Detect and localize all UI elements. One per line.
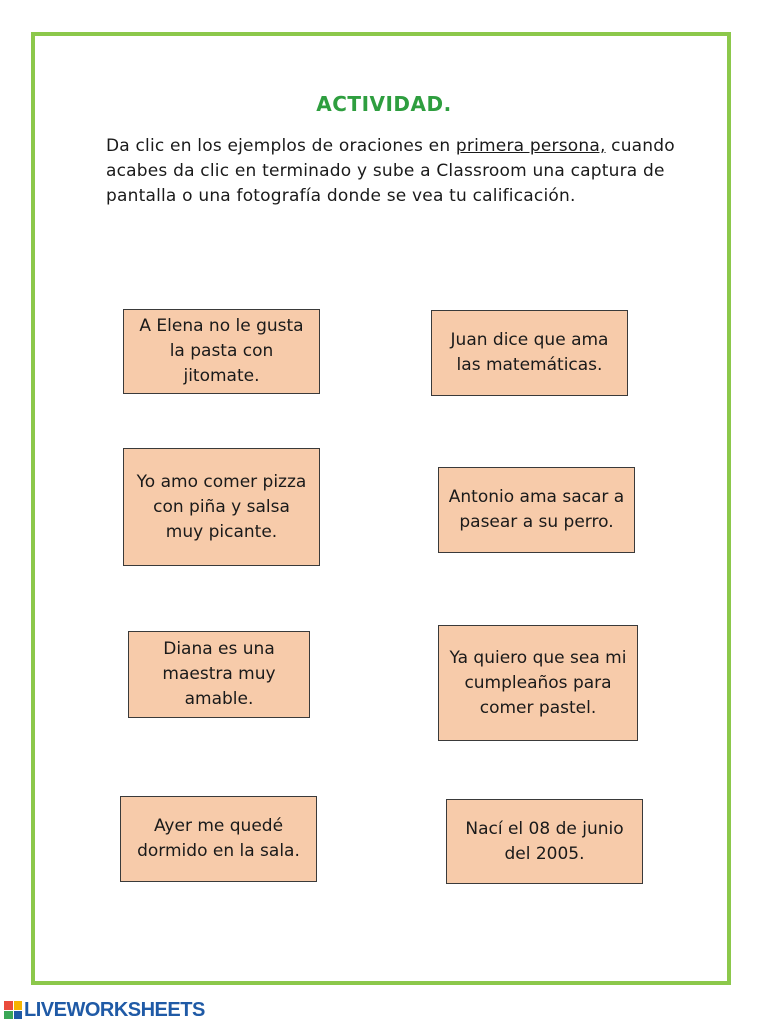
sentence-card-8[interactable]: Nací el 08 de junio del 2005. — [446, 799, 643, 884]
activity-title: ACTIVIDAD. — [316, 92, 452, 116]
liveworksheets-logo-icon — [4, 1001, 22, 1019]
sentence-card-6[interactable]: Ya quiero que sea mi cumpleaños para comer pastel. — [438, 625, 638, 741]
activity-instructions — [106, 134, 676, 209]
sentence-card-2[interactable]: Juan dice que ama las matemáticas. — [431, 310, 628, 396]
sentence-card-4[interactable]: Antonio ama sacar a pasear a su perro. — [438, 467, 635, 553]
instructions-text-end: cuando acabes da clic en terminado y sube a Classroom una captura de pantalla o una fotografía donde se vea tu calificación. — [106, 136, 675, 206]
logo-square-red — [4, 1001, 13, 1010]
sentence-card-7[interactable]: Ayer me quedé dormido en la sala. — [120, 796, 317, 882]
logo-square-yellow — [14, 1001, 23, 1010]
footer-brand[interactable] — [4, 997, 205, 1023]
logo-square-green — [4, 1011, 13, 1020]
instructions-underlined: primera persona, — [455, 136, 606, 156]
sentence-card-5[interactable]: Diana es una maestra muy amable. — [128, 631, 310, 718]
sentence-card-3[interactable]: Yo amo comer pizza con piña y salsa muy picante. — [123, 448, 320, 566]
logo-square-blue — [14, 1011, 23, 1020]
instructions-text-start: Da clic en los ejemplos de oraciones en — [106, 136, 456, 156]
sentence-card-1[interactable]: A Elena no le gusta la pasta con jitomate. — [123, 309, 320, 394]
brand-name: LIVEWORKSHEETS — [24, 998, 205, 1021]
